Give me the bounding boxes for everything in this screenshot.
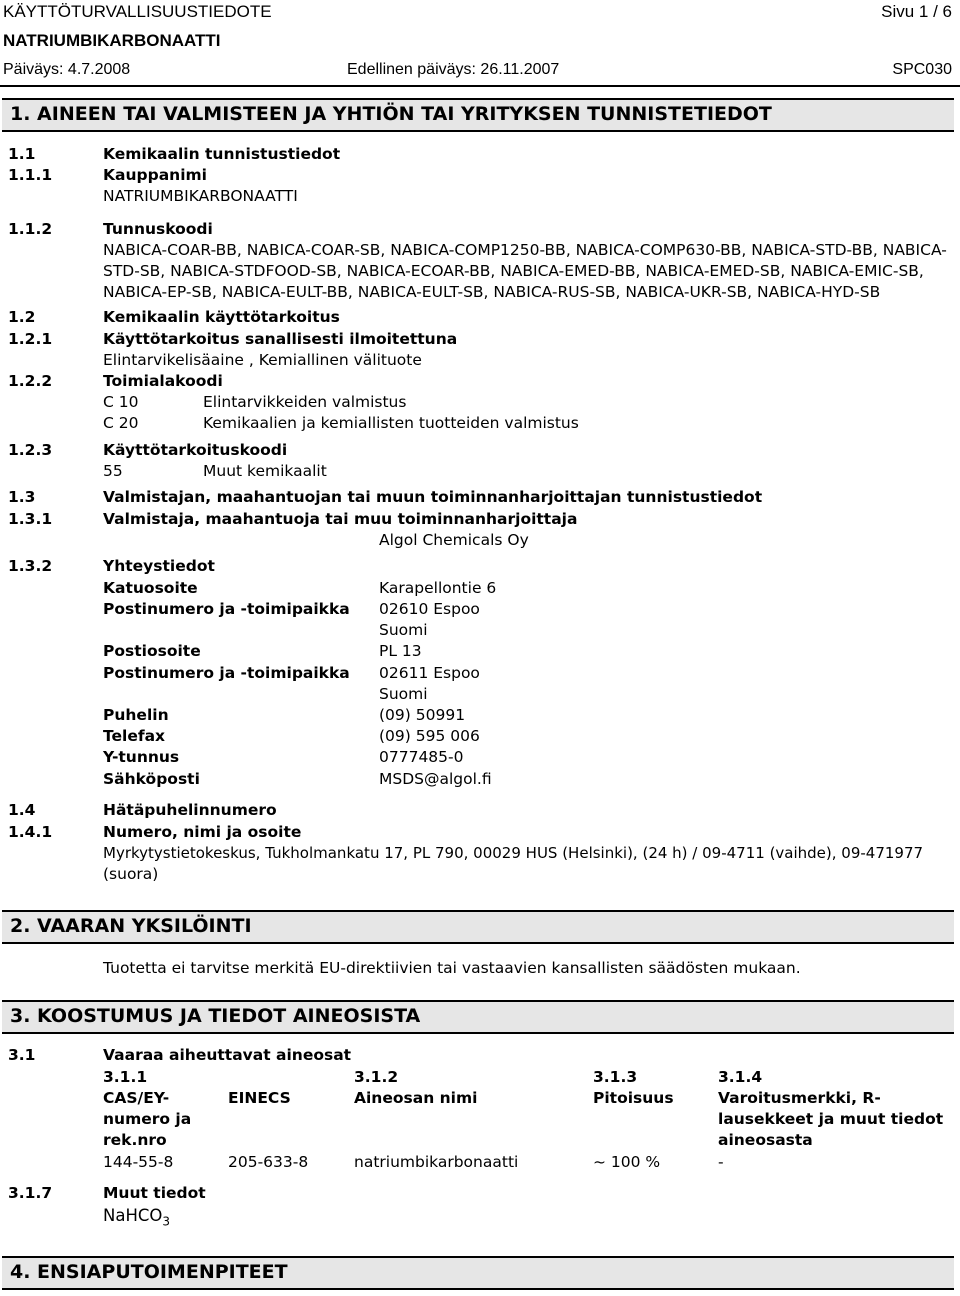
use-code: 55: [103, 462, 123, 480]
section-3-header: [2, 1000, 954, 1034]
postal-code-value-1: 02610 Espoo: [379, 600, 480, 618]
industry-code-a: C 10: [103, 393, 139, 411]
num-3-1-7: 3.1.7: [8, 1184, 53, 1202]
section-2-header: [2, 910, 954, 944]
street-address-value: Karapellontie 6: [379, 579, 497, 597]
col-header-cas-3: rek.nro: [103, 1131, 167, 1149]
street-address-label: Katuosoite: [103, 579, 198, 597]
email-label: Sähköposti: [103, 770, 200, 788]
col-header-warnings-2: lausekkeet ja muut tiedot: [718, 1110, 944, 1128]
heading-3-1-7: Muut tiedot: [103, 1184, 206, 1202]
num-1-2-3: 1.2.3: [8, 441, 53, 459]
row-einecs: 205-633-8: [228, 1153, 309, 1171]
business-id-value: 0777485-0: [379, 748, 464, 766]
heading-1-1-2: Tunnuskoodi: [103, 220, 213, 238]
col-header-warnings-1: Varoitusmerkki, R-: [718, 1089, 881, 1107]
col-num-concentration: 3.1.3: [593, 1068, 638, 1086]
num-1-2-1: 1.2.1: [8, 330, 53, 348]
row-concentration: ~ 100 %: [593, 1153, 661, 1171]
codes-line-2: STD-SB, NABICA-STDFOOD-SB, NABICA-ECOAR-BB, NABICA-EMED-BB, NABICA-EMED-SB, NABICA-EMIC-SB,: [103, 262, 924, 280]
heading-1-2-3: Käyttötarkoituskoodi: [103, 441, 288, 459]
postal-code-label-1: Postinumero ja -toimipaikka: [103, 600, 350, 618]
heading-1-3-2: Yhteystiedot: [103, 557, 215, 575]
num-1-4: 1.4: [8, 801, 36, 819]
row-name: natriumbikarbonaatti: [354, 1153, 519, 1171]
emergency-line-1: Myrkytystietokeskus, Tukholmankatu 17, PL 790, 00029 HUS (Helsinki), (24 h) / 09-4711 (vaihde), 09-471977: [103, 844, 924, 862]
heading-1-1: Kemikaalin tunnistustiedot: [103, 145, 341, 163]
col-header-cas-2: numero ja: [103, 1110, 192, 1128]
col-num-name: 3.1.2: [354, 1068, 399, 1086]
heading-1-3: Valmistajan, maahantuojan tai muun toiminnanharjoittajan tunnistustiedot: [103, 488, 763, 506]
header-divider: [0, 85, 960, 87]
use-code-text: Muut kemikaalit: [203, 462, 327, 480]
col-header-concentration: Pitoisuus: [593, 1089, 674, 1107]
postal-code-label-2: Postinumero ja -toimipaikka: [103, 664, 350, 682]
document-code: SPC030: [892, 61, 952, 78]
col-header-cas-1: CAS/EY-: [103, 1089, 170, 1107]
email-value[interactable]: MSDS@algol.fi: [379, 770, 492, 788]
num-1-1-1: 1.1.1: [8, 166, 53, 184]
section-2-title: 2. VAARAN YKSILÖINTI: [10, 915, 252, 937]
num-1-1: 1.1: [8, 145, 36, 163]
product-name: NATRIUMBIKARBONAATTI: [3, 31, 221, 50]
section-4-header: [2, 1256, 954, 1290]
num-1-2-2: 1.2.2: [8, 372, 53, 390]
industry-code-b: C 20: [103, 414, 139, 432]
fax-label: Telefax: [103, 727, 166, 745]
heading-1-2-2: Toimialakoodi: [103, 372, 223, 390]
industry-code-b-text: Kemikaalien ja kemiallisten tuotteiden valmistus: [203, 414, 579, 432]
num-1-3: 1.3: [8, 488, 36, 506]
section-4-title: 4. ENSIAPUTOIMENPITEET: [10, 1261, 288, 1283]
num-1-3-2: 1.3.2: [8, 557, 53, 575]
heading-1-3-1: Valmistaja, maahantuoja tai muu toiminnanharjoittaja: [103, 510, 578, 528]
row-cas: 144-55-8: [103, 1153, 174, 1171]
country-1: Suomi: [379, 621, 428, 639]
col-header-warnings-3: aineosasta: [718, 1131, 813, 1149]
codes-line-3: NABICA-EP-SB, NABICA-EULT-BB, NABICA-EULT-SB, NABICA-RUS-SB, NABICA-UKR-SB, NABICA-HYD-SB: [103, 283, 881, 301]
industry-code-a-text: Elintarvikkeiden valmistus: [203, 393, 407, 411]
emergency-line-2: (suora): [103, 865, 159, 883]
col-header-einecs: EINECS: [228, 1089, 291, 1107]
formula-subscript: 3: [162, 1214, 171, 1229]
num-1-2: 1.2: [8, 308, 36, 326]
num-3-1: 3.1: [8, 1046, 36, 1064]
heading-1-1-1: Kauppanimi: [103, 166, 207, 184]
phone-value: (09) 50991: [379, 706, 466, 724]
company-name: Algol Chemicals Oy: [379, 531, 529, 549]
postal-address-label: Postiosoite: [103, 642, 201, 660]
date: Päiväys: 4.7.2008: [3, 61, 131, 78]
postal-code-value-2: 02611 Espoo: [379, 664, 480, 682]
trade-name: NATRIUMBIKARBONAATTI: [103, 187, 298, 205]
col-num-cas: 3.1.1: [103, 1068, 148, 1086]
phone-label: Puhelin: [103, 706, 169, 724]
heading-1-4: Hätäpuhelinnumero: [103, 801, 277, 819]
document-type: KÄYTTÖTURVALLISUUSTIEDOTE: [3, 2, 272, 21]
heading-1-2-1: Käyttötarkoitus sanallisesti ilmoitettuna: [103, 330, 458, 348]
use-description: Elintarvikelisäaine , Kemiallinen välituote: [103, 351, 422, 369]
row-warnings: -: [718, 1153, 724, 1171]
section-1-header: [2, 98, 954, 132]
section-1-title: 1. AINEEN TAI VALMISTEEN JA YHTIÖN TAI YRITYKSEN TUNNISTETIEDOT: [10, 103, 772, 125]
heading-1-2: Kemikaalin käyttötarkoitus: [103, 308, 340, 326]
codes-line-1: NABICA-COAR-BB, NABICA-COAR-SB, NABICA-COMP1250-BB, NABICA-COMP630-BB, NABICA-STD-BB, NABICA-: [103, 241, 947, 259]
page-number: Sivu 1 / 6: [881, 2, 952, 21]
heading-3-1: Vaaraa aiheuttavat aineosat: [103, 1046, 352, 1064]
postal-address-value: PL 13: [379, 642, 422, 660]
country-2: Suomi: [379, 685, 428, 703]
col-num-warnings: 3.1.4: [718, 1068, 763, 1086]
num-1-3-1: 1.3.1: [8, 510, 53, 528]
business-id-label: Y-tunnus: [103, 748, 180, 766]
num-1-4-1: 1.4.1: [8, 823, 53, 841]
hazard-statement: Tuotetta ei tarvitse merkitä EU-direktiivien tai vastaavien kansallisten säädösten mukaan.: [103, 959, 801, 977]
formula-main: NaHCO: [103, 1206, 163, 1225]
num-1-1-2: 1.1.2: [8, 220, 53, 238]
heading-1-4-1: Numero, nimi ja osoite: [103, 823, 302, 841]
chemical-formula: [103, 1206, 170, 1228]
fax-value: (09) 595 006: [379, 727, 480, 745]
previous-date: Edellinen päiväys: 26.11.2007: [347, 61, 560, 78]
section-3-title: 3. KOOSTUMUS JA TIEDOT AINEOSISTA: [10, 1005, 421, 1027]
col-header-name: Aineosan nimi: [354, 1089, 478, 1107]
